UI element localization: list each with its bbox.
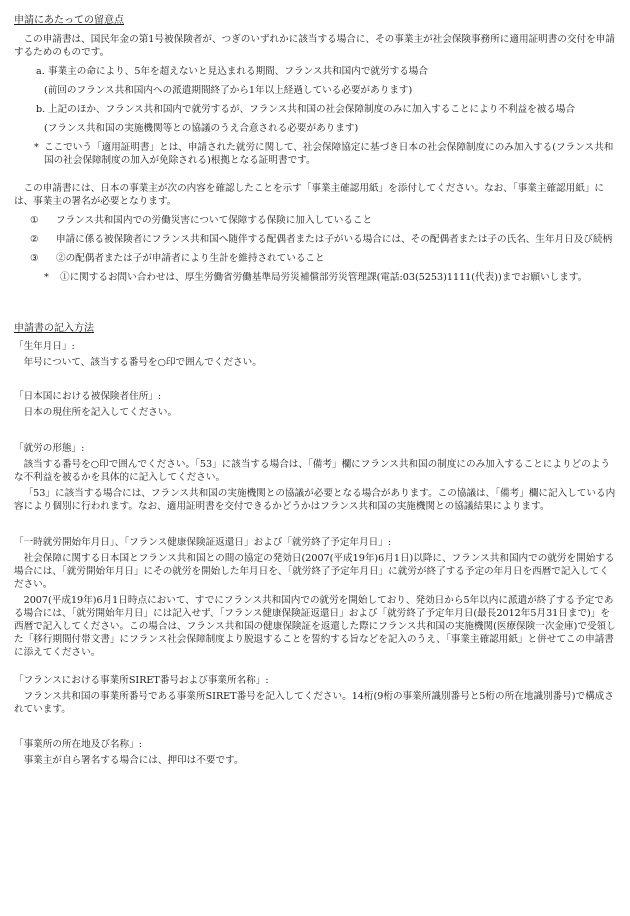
field-label: 「フランスにおける事業所SIRET番号および事業所名称」: <box>14 675 269 686</box>
note <box>14 271 618 284</box>
field-siret <box>14 674 618 716</box>
note-text: ここでいう「適用証明書」とは、申請された就労に関して、社会保障協定に基づき日本の社会保障制度にのみ加入する(フランス共和国の社会保障制度の加入が免除される)根拠となる証明書です。 <box>44 142 614 166</box>
list-item <box>14 233 618 246</box>
item-text: (前回のフランス共和国内への派遣期間終了から1年以上経過している必要があります) <box>44 85 413 96</box>
list-item <box>14 103 618 116</box>
field-instruction: フランス共和国の事業所番号である事業所SIRET番号を記入してください。14桁(9桁の事業所識別番号と5桁の所在地識別番号)で構成されています。 <box>14 691 614 715</box>
item-text: ②の配偶者または子が申請者により生計を維持されていること <box>56 253 325 264</box>
item-text: 上記のほか、フランス共和国内で就労するが、フランス共和国の社会保障制度のみに加入することにより不利益を被る場合 <box>48 104 576 115</box>
field-office-location <box>14 738 618 767</box>
field-address <box>14 390 618 419</box>
item-text: (フランス共和国の実施機関等との協議のうえ合意される必要があります) <box>44 123 359 134</box>
list-item <box>14 65 618 78</box>
field-work-dates <box>14 536 618 659</box>
field-work-type <box>14 442 618 513</box>
item-label: a. <box>36 66 45 77</box>
precautions-heading: 申請にあたっての留意点 <box>14 15 124 26</box>
field-instruction: 事業主が自ら署名する場合には、押印は不要です。 <box>23 755 244 766</box>
field-instruction: 該当する番号を○印で囲んでください。「53」に該当する場合は、「備考」欄にフランス共和国の制度にのみ加入することによりどのような不利益を被るかを具体的に記入してください。 <box>14 459 610 483</box>
field-label: 「日本国における被保険者住所」: <box>14 391 162 402</box>
field-birthdate <box>14 340 618 369</box>
section-precautions <box>14 14 618 167</box>
item-label: b. <box>36 104 46 115</box>
field-label: 「生年月日」: <box>14 341 75 352</box>
field-label: 「事業所の所在地及び名称」: <box>14 739 142 750</box>
section-employer-confirmation <box>14 182 618 284</box>
precautions-intro: この申請書は、国民年金の第1号被保険者が、つぎのいずれかに該当する場合に、その事業主が社会保険事務所に適用証明書の交付を申請するためのものです。 <box>14 34 615 58</box>
list-item <box>14 252 618 265</box>
field-instruction: 日本の現住所を記入してください。 <box>23 407 178 418</box>
field-instruction: 「53」に該当する場合には、フランス共和国の実施機関との協議が必要となる場合があります。この協議は、「備考」欄に記入している内容により個別に行われます。なお、適用証明書を交付できるかどうかはフランス共和国の実施機関との協議結果によります。 <box>14 488 616 512</box>
confirmation-intro: この申請書には、日本の事業主が次の内容を確認したことを示す「事業主確認用紙」を添付してください。なお、「事業主確認用紙」には、事業主の署名が必要となります。 <box>14 183 605 207</box>
field-instruction: 社会保障に関する日本国とフランス共和国との間の協定の発効日(2007(平成19年)6月1日)以降に、フランス共和国内での就労を開始する場合には、「就労開始年月日」にその就労を開始した年月日を、「就労終了予定年月日」に就労が終了する予定の年月日を西暦で記入してください。 <box>14 553 615 590</box>
field-label: 「就労の形態」: <box>14 443 85 454</box>
item-label: ① <box>30 215 39 226</box>
field-instruction: 年号について、該当する番号を○印で囲んでください。 <box>23 357 262 368</box>
list-item <box>14 214 618 227</box>
note-text: ①に関するお問い合わせは、厚生労働省労働基準局労災補償部労災管理課(電話:03(5253)1111(代表))までお願いします。 <box>60 272 588 283</box>
list-item <box>14 84 618 97</box>
how-to-fill-heading: 申請書の記入方法 <box>14 323 94 334</box>
item-text: 申請に係る被保険者にフランス共和国へ随伴する配偶者または子がいる場合には、その配偶者または子の氏名、生年月日及び続柄 <box>56 234 613 245</box>
item-text: 事業主の命により、5年を超えないと見込まれる期間、フランス共和国内で就労する場合 <box>48 66 428 77</box>
note <box>14 141 618 167</box>
item-text: フランス共和国内での労働災害について保障する保険に加入していること <box>56 215 373 226</box>
item-label: ③ <box>30 253 39 264</box>
item-label: ② <box>30 234 39 245</box>
note-mark: * <box>44 272 49 283</box>
section-how-to-fill <box>14 322 618 335</box>
field-label: 「一時就労開始年月日」、「フランス健康保険証返還日」および「就労終了予定年月日」: <box>14 537 392 548</box>
note-mark: * <box>34 142 39 153</box>
list-item <box>14 122 618 135</box>
field-instruction: 2007(平成19年)6月1日時点において、すでにフランス共和国内での就労を開始しており、発効日から5年以内に派遣が終了する予定である場合には、「就労開始年月日」には記入せず、「フランス健康保険証返還日」および「就労終了予定年月日(最長2012年5月31日まで)」を西暦で記入してください。この場合は、フランス共和国の健康保険証を返還した際にフランス共和国の実施機関(医療保険一次金庫)で受領した「移行期間付帯文書」にフランス社会保障制度より脱退することを誓約する旨などを記入のうえ、「事業主確認用紙」と併せてこの申請書に添えてください。 <box>14 595 616 658</box>
